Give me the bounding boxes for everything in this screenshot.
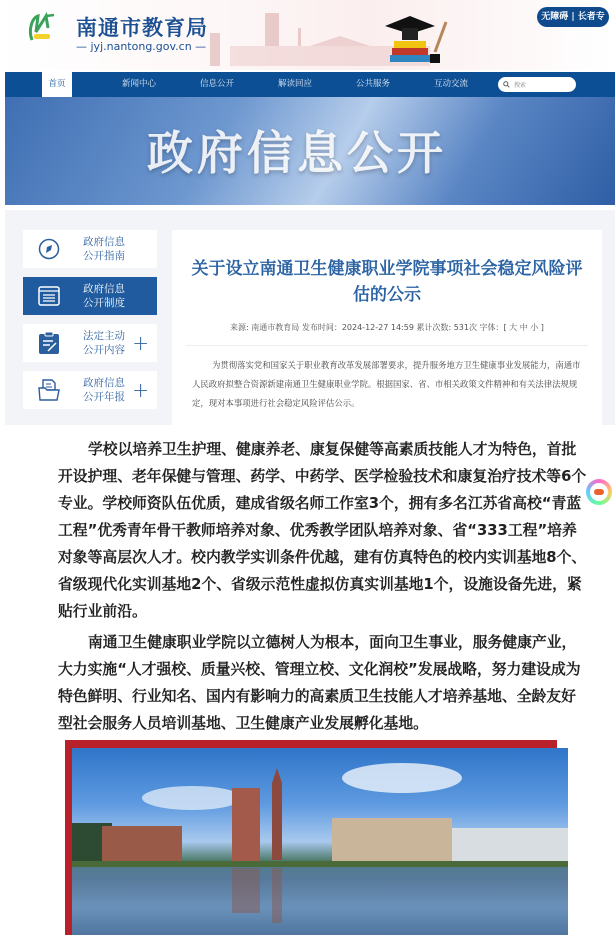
site-title[interactable]: 南通市教育局 [76,16,208,40]
site-url: — jyj.nantong.gov.cn — [76,40,207,53]
expand-plus-icon[interactable]: + [132,378,149,402]
site-header [0,0,615,70]
sidebar-item-annual-report[interactable] [23,371,157,409]
sidebar-item-label: 政府信息 [83,283,125,295]
content-area [5,210,615,425]
sidebar-item-label: 法定主动 [83,330,125,342]
banner-title: 政府信息公开 [147,126,447,180]
nav-item-interpretation[interactable]: 解读回应 [277,79,312,89]
article-card [172,230,602,425]
nav-item-info-disclosure[interactable]: 信息公开 [199,79,234,89]
campus-photo [72,748,568,935]
nav-item-news[interactable]: 新闻中心 [121,79,156,89]
floating-assistant-button[interactable] [586,479,612,505]
clipboard-edit-icon [37,331,61,355]
article-title: 关于设立南通卫生健康职业学院事项社会稳定风险评估的公示 [191,259,583,305]
folder-document-icon [37,378,61,402]
nav-item-interaction[interactable]: 互动交流 [433,79,468,89]
sidebar-item-label: 政府信息 [83,236,125,248]
sidebar-item-statutory-content[interactable] [23,324,157,362]
search-input[interactable] [498,77,576,92]
nav-item-public-service[interactable]: 公共服务 [355,79,390,89]
sidebar-item-label: 公开年报 [83,391,125,403]
graduation-cap-books-icon [380,12,450,67]
search-icon [503,81,510,88]
body-paragraph: 南通卫生健康职业学院以立德树人为根本，面向卫生事业，服务健康产业，大力实施“人才强校、质量兴校、管理立校、文化润校”发展战略，努力建设成为特色鲜明、行业知名、国内有影响力的高素质卫生技能人才培养基地、全龄友好型社会服务人员培训基地、卫生健康产业发展孵化基地。 [58,634,581,732]
banner [5,97,615,205]
compass-icon [37,237,61,261]
sidebar-item-label: 公开指南 [83,250,125,262]
sidebar-item-label: 政府信息 [83,377,125,389]
article-body [58,436,590,737]
photo-frame [65,740,557,748]
sidebar-item-guide[interactable] [23,230,157,268]
document-list-icon [37,284,61,308]
search-placeholder: 搜索 [514,82,527,89]
assistant-icon [590,483,608,501]
expand-plus-icon[interactable]: + [132,331,149,355]
sidebar-item-label: 公开内容 [83,344,125,356]
nav-item-home[interactable]: 首页 [42,72,72,97]
article-meta: 来源: 南通市教育局 发布时间：2024-12-27 14:59 累计次数: 531次 字体：[ 大 中 小 ] [230,323,544,332]
main-nav [5,72,615,97]
campus-photo-illustration [72,748,568,935]
sidebar-item-system[interactable] [23,277,157,315]
article-intro: 为贯彻落实党和国家关于职业教育改革发展部署要求，提升服务地方卫生健康事业发展能力，南通市人民政府拟整合资源新建南通卫生健康职业学院。根据国家、省、市相关政策文件精神和有关法律法规规定，现对本事项进行社会稳定风险评估公示。 [192,360,581,408]
sidebar-item-label: 公开制度 [83,297,125,309]
logo-icon [26,10,56,46]
body-paragraph: 学校以培养卫生护理、健康养老、康复保健等高素质技能人才为特色，首批开设护理、老年保健与管理、药学、中药学、医学检验技术和康复治疗技术等6个专业。学校师资队伍优质，建成省级名师工作室3个，拥有多名江苏省高校“青蓝工程”优秀青年骨干教师培养对象、优秀教学团队培养对象、省“333工程”培养对象等高层次人才。校内教学实训条件优越，建有仿真特色的校内实训基地8个、省级现代化实训基地2个、省级示范性虚拟仿真实训基地1个，设施设备先进，紧贴行业前沿。 [58,441,587,620]
accessibility-elder-mode-button[interactable]: 无障碍 | 长者专版 [537,7,609,27]
